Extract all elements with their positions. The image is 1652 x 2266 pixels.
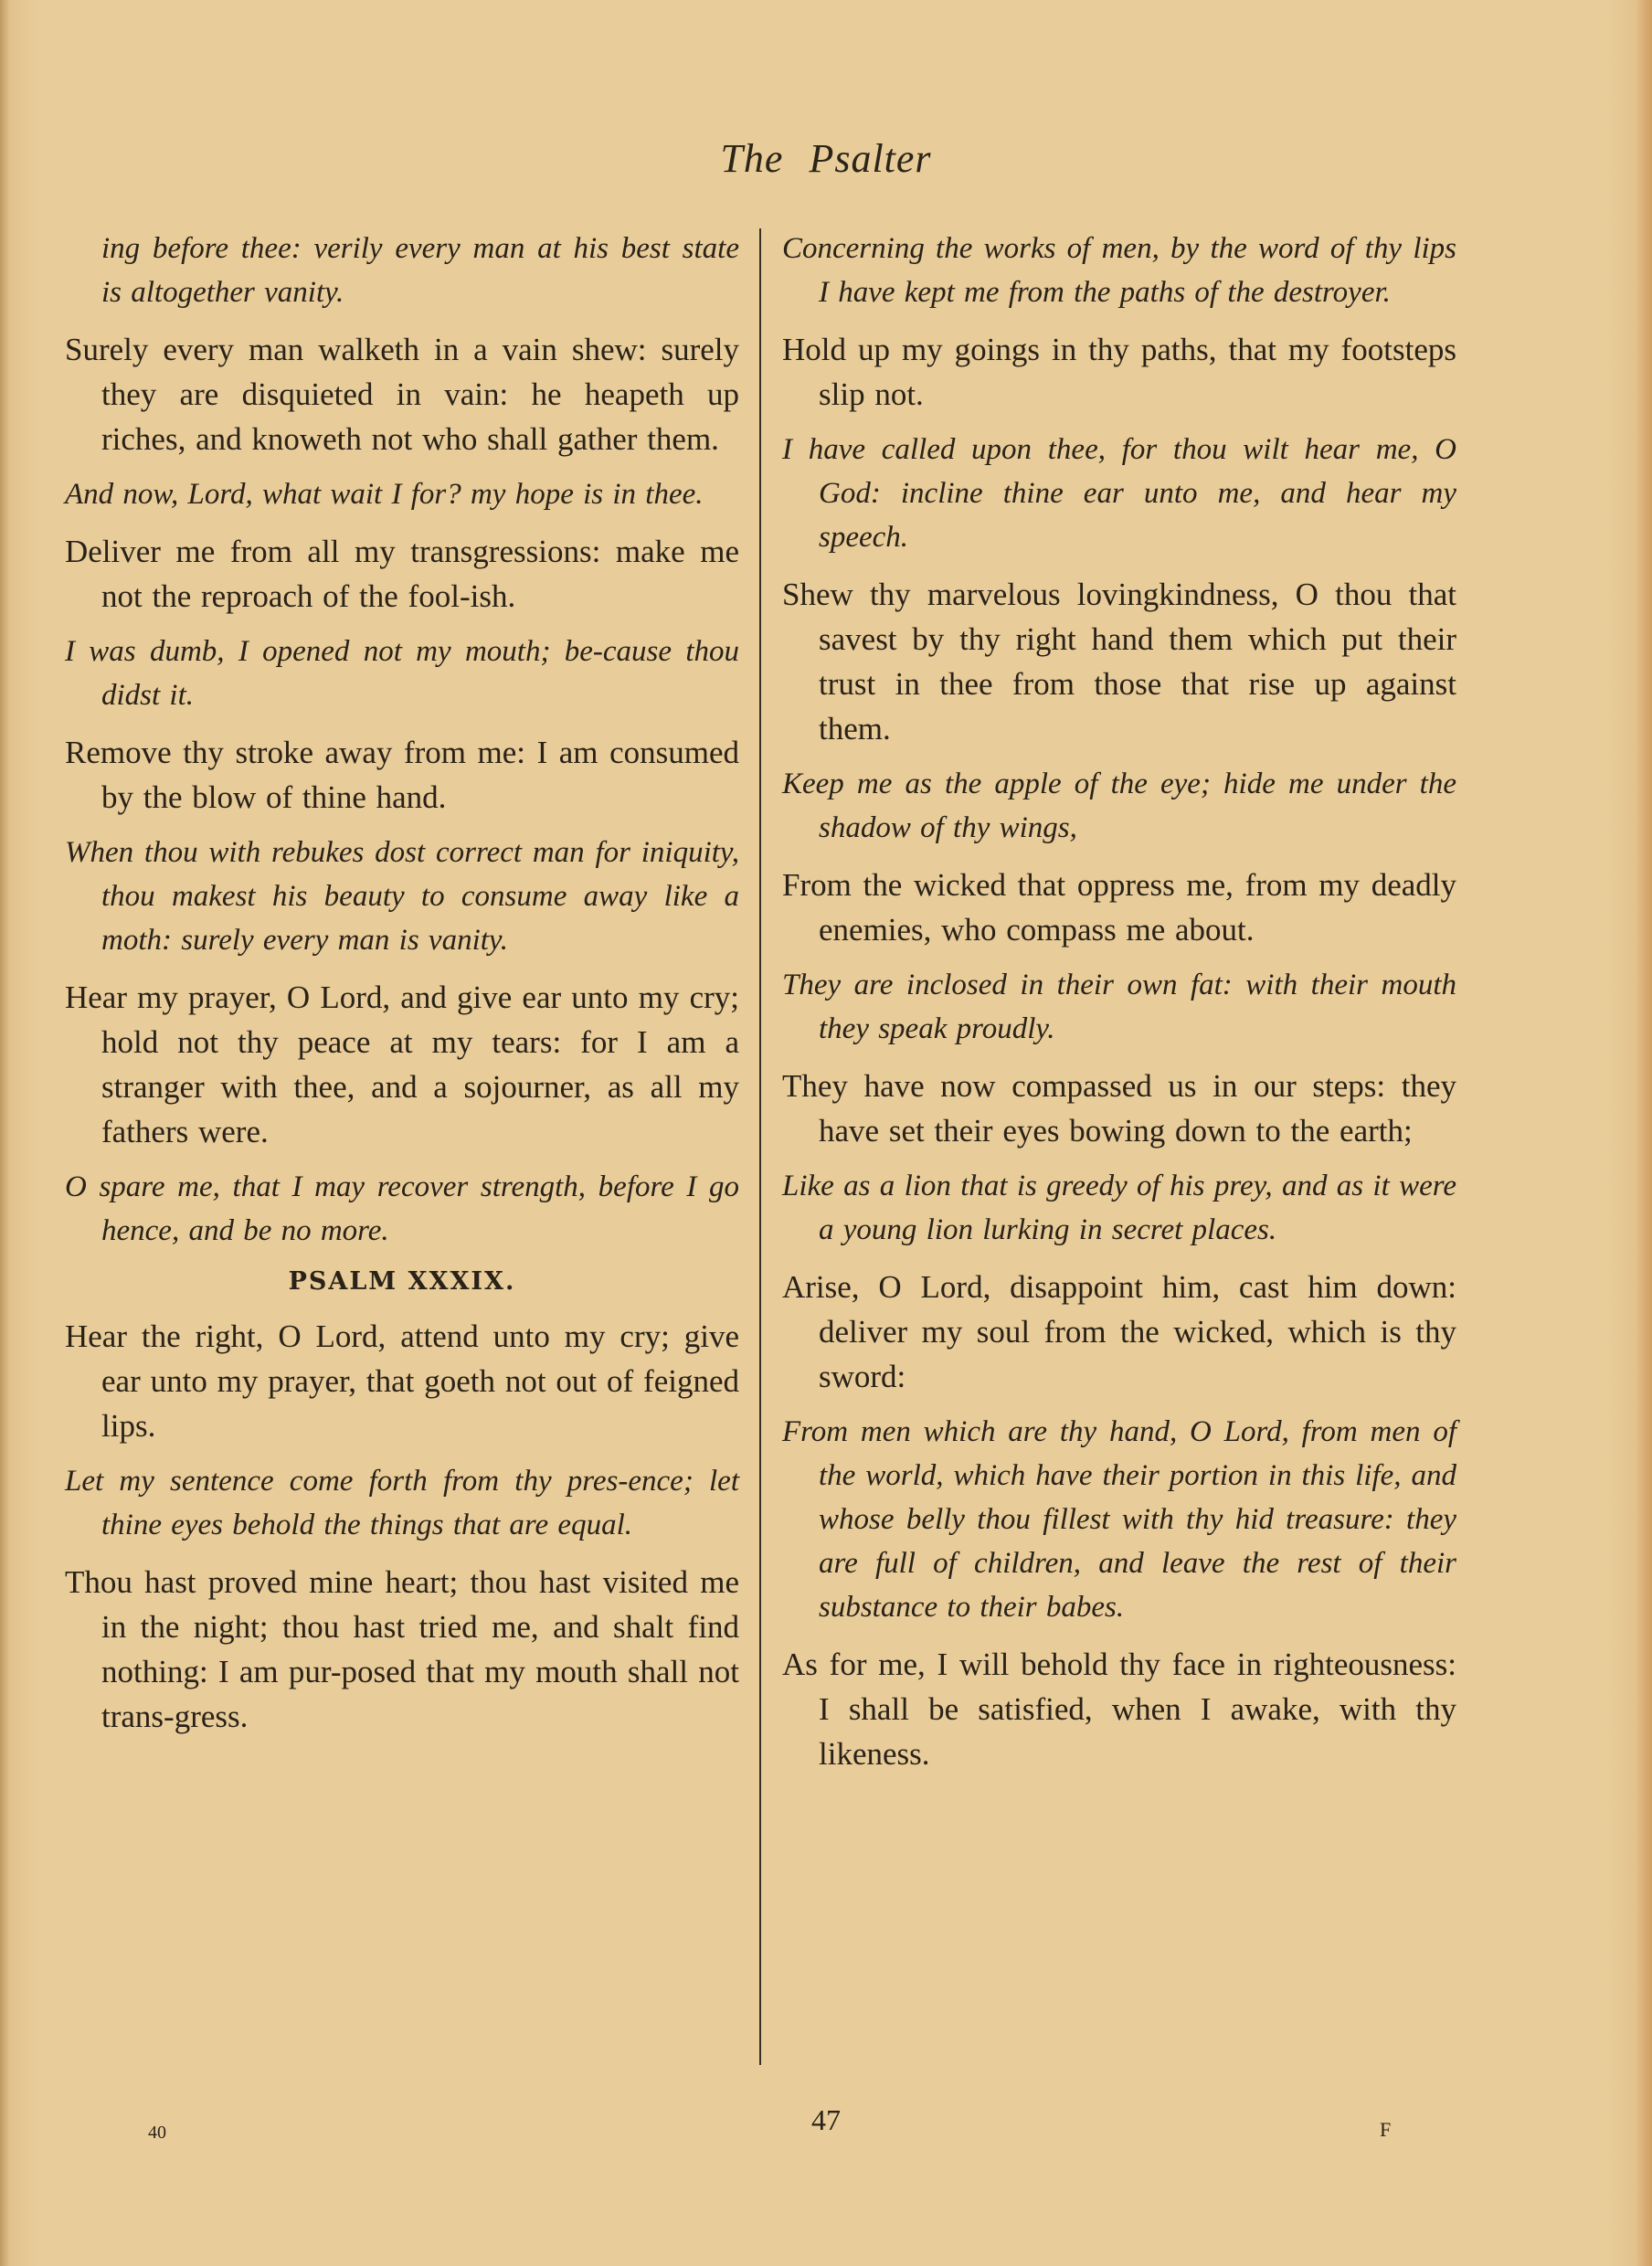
verse: Deliver me from all my transgressions: make me not the reproach of the fool-ish. — [65, 534, 739, 614]
verse: I have called upon thee, for thou wilt hear me, O God: incline thine ear unto me, and hear my speech. — [782, 433, 1456, 554]
verse: From the wicked that oppress me, from my deadly enemies, who compass me about. — [782, 867, 1456, 948]
psalm-heading: PSALM XXXIX. — [288, 1267, 516, 1296]
verse: And now, Lord, what wait I for? my hope is in thee. — [65, 478, 704, 511]
verse: Like as a lion that is greedy of his prey, and as it were a young lion lurking in secret places. — [782, 1170, 1456, 1246]
running-head-word-1: The — [720, 136, 784, 181]
verse: From men which are thy hand, O Lord, from men of the world, which have their portion in this life, and whose belly thou fillest with thy hid treasure: they are full of children, and leave the rest of their substance to their babes. — [782, 1415, 1456, 1624]
verse: Keep me as the apple of the eye; hide me under the shadow of thy wings, — [782, 768, 1456, 844]
verse: ing before thee: verily every man at his best state is altogether vanity. — [101, 232, 739, 309]
verse: Thou hast proved mine heart; thou hast visited me in the night; thou hast tried me, and shalt find nothing: I am pur-posed that my mouth shall not trans-gress. — [65, 1564, 739, 1734]
verse: Arise, O Lord, disappoint him, cast him down: deliver my soul from the wicked, which is thy sword: — [782, 1269, 1456, 1394]
verse: Hold up my goings in thy paths, that my footsteps slip not. — [782, 332, 1456, 412]
verse: Let my sentence come forth from thy pres-ence; let thine eyes behold the things that are equal. — [65, 1465, 739, 1541]
verse: Shew thy marvelous lovingkindness, O thou that savest by thy right hand them which put their trust in thee from those that rise up against them. — [782, 577, 1456, 747]
left-column — [65, 227, 739, 1750]
verse: Remove thy stroke away from me: I am consumed by the blow of thine hand. — [65, 735, 739, 815]
verse: I was dumb, I opened not my mouth; be-cause thou didst it. — [65, 635, 739, 712]
verse: Concerning the works of men, by the word of thy lips I have kept me from the paths of the destroyer. — [782, 232, 1456, 309]
running-head — [0, 135, 1652, 182]
column-divider — [759, 228, 761, 2065]
right-column — [782, 227, 1456, 1787]
verse: O spare me, that I may recover strength, before I go hence, and be no more. — [65, 1170, 739, 1247]
verse: They are inclosed in their own fat: with their mouth they speak proudly. — [782, 969, 1456, 1045]
page-number: 47 — [811, 2103, 841, 2136]
running-head-word-2: Psalter — [809, 136, 932, 181]
verse: They have now compassed us in our steps: they have set their eyes bowing down to the earth; — [782, 1068, 1456, 1149]
verse: Hear the right, O Lord, attend unto my cry; give ear unto my prayer, that goeth not out of feigned lips. — [65, 1318, 739, 1444]
signature-mark-left: 40 — [148, 2123, 166, 2143]
page-edge-shadow — [0, 0, 9, 2266]
verse: When thou with rebukes dost correct man for iniquity, thou makest his beauty to consume away like a moth: surely every man is vanity. — [65, 836, 739, 957]
signature-mark-right: F — [1380, 2118, 1392, 2141]
verse: Hear my prayer, O Lord, and give ear unto my cry; hold not thy peace at my tears: for I am a stranger with thee, and a sojourner, as all my fathers were. — [65, 979, 739, 1149]
verse: As for me, I will behold thy face in righteousness: I shall be satisfied, when I awake, with thy likeness. — [782, 1647, 1456, 1772]
verse: Surely every man walketh in a vain shew: surely they are disquieted in vain: he heapeth up riches, and knoweth not who shall gather them. — [65, 332, 739, 457]
